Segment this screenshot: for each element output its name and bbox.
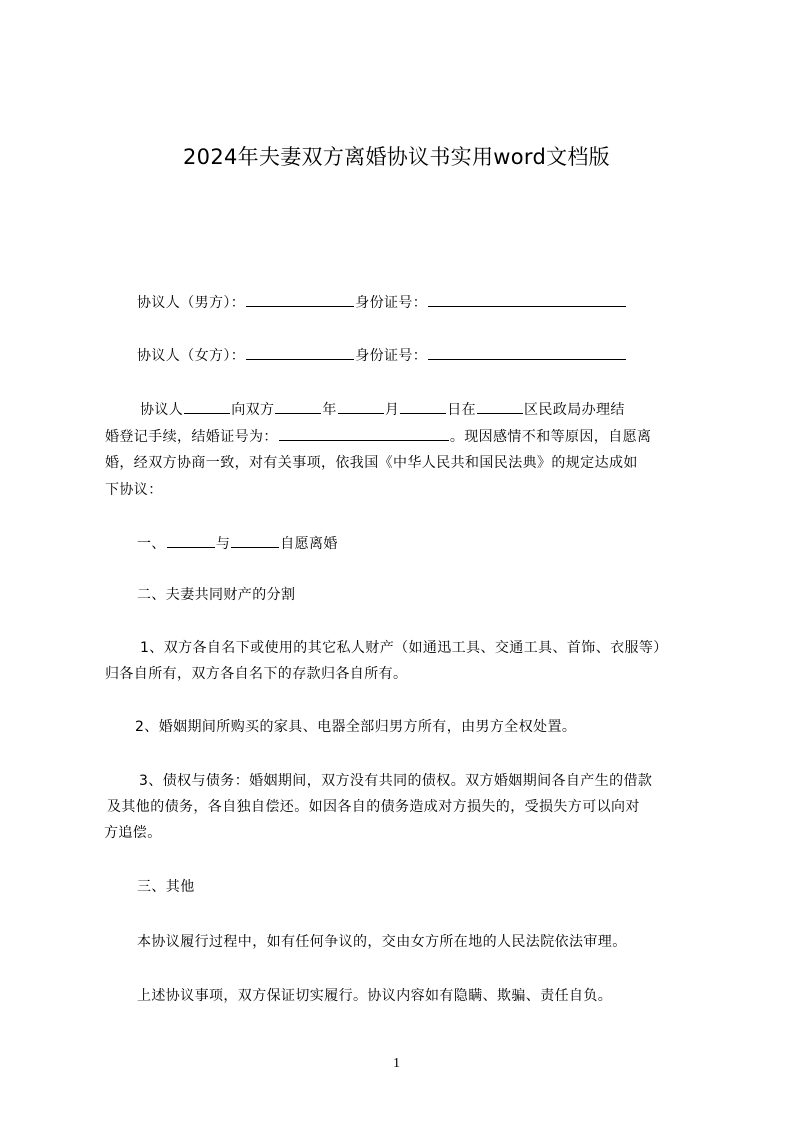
section-3-para-2: 上述协议事项，双方保证切实履行。协议内容如有隐瞒、欺骗、责任自负。 [137, 988, 613, 1004]
section-2-item-3-line-1: 3、债权与债务：婚姻期间，双方没有共同的债权。双方婚姻期间各自产生的借款 [139, 773, 653, 789]
intro-line-1 [140, 399, 625, 420]
document-title: 2024年夫妻双方离婚协议书实用word文档版 [183, 145, 610, 169]
intro-text: 向双方 [231, 402, 275, 418]
male-party-line [137, 292, 627, 313]
section-2-item-3-line-2: 及其他的债务，各自独自偿还。如因各自的债务造成对方损失的，受损失方可以向对 [107, 799, 640, 815]
section-1-prefix: 一、 [137, 536, 166, 552]
male-id-blank[interactable] [428, 292, 626, 307]
person-blank[interactable] [184, 399, 230, 414]
intro-text: 年 [322, 402, 337, 418]
intro-text: 区民政局办理结 [524, 402, 625, 418]
intro-line-3: 婚，经双方协商一致，对有关事项，依我国《中华人民共和国民法典》的规定达成如 [105, 455, 638, 471]
month-blank[interactable] [338, 399, 384, 414]
page-number: 1 [393, 1056, 400, 1071]
section-3-heading: 三、其他 [137, 879, 195, 895]
section-1-suffix: 自愿离婚 [280, 536, 338, 552]
male-id-label: 身份证号： [355, 295, 428, 311]
intro-text: 日在 [447, 402, 477, 418]
male-name-blank[interactable] [246, 292, 354, 307]
male-party-label: 协议人（男方）： [137, 295, 246, 311]
section-3-para-1: 本协议履行过程中，如有任何争议的，交由女方所在地的人民法院依法审理。 [137, 934, 627, 950]
marriage-cert-blank[interactable] [279, 426, 449, 441]
female-id-label: 身份证号： [355, 348, 428, 364]
section-2-item-2: 2、婚姻期间所购买的家具、电器全部归男方所有，由男方全权处置。 [135, 719, 577, 735]
female-party-line [137, 345, 627, 366]
party-b-blank[interactable] [231, 533, 279, 548]
district-blank[interactable] [477, 399, 523, 414]
section-1 [137, 533, 338, 554]
intro-line-2 [105, 426, 651, 447]
section-2-heading: 二、夫妻共同财产的分割 [137, 587, 296, 603]
section-2-item-1-line-1: 1、双方各自名下或使用的其它私人财产（如通迅工具、交通工具、首饰、衣服等） [140, 640, 668, 656]
section-1-middle: 与 [215, 536, 231, 552]
intro-text: 协议人 [140, 402, 184, 418]
intro-text: 。现因感情不和等原因，自愿离 [449, 429, 652, 445]
intro-text: 婚登记手续，结婚证号为： [105, 429, 278, 445]
party-a-blank[interactable] [167, 533, 215, 548]
female-party-label: 协议人（女方）： [137, 348, 246, 364]
day-blank[interactable] [400, 399, 446, 414]
female-id-blank[interactable] [428, 345, 626, 360]
section-2-item-1-line-2: 归各自所有，双方各自名下的存款归各自所有。 [105, 666, 408, 682]
intro-text: 月 [384, 402, 400, 418]
section-2-item-3-line-3: 方追偿。 [104, 825, 162, 841]
year-blank[interactable] [275, 399, 321, 414]
intro-line-4: 下协议： [105, 482, 163, 498]
female-name-blank[interactable] [246, 345, 354, 360]
